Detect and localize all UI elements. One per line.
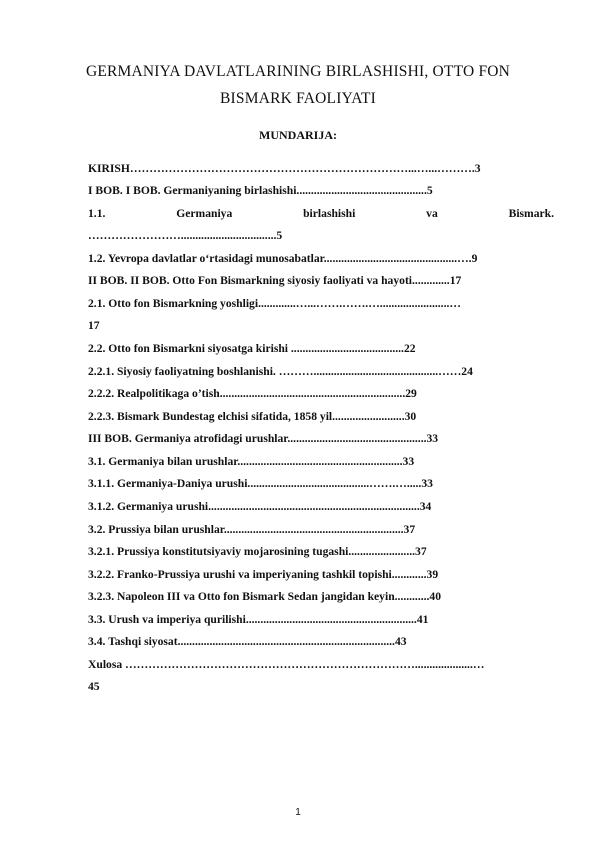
toc-word: va — [426, 207, 438, 220]
toc-entry-2-2: 2.2. Otto fon Bismarkni siyosatga kirishi .......................................22 — [88, 342, 416, 355]
title-line-1: GERMANIYA DAVLATLARINING BIRLASHISHI, OTTO FON — [85, 63, 511, 80]
toc-entry-1-1-line1 — [88, 203, 554, 225]
toc-heading: MUNDARIJA: — [259, 128, 337, 142]
toc-entry-3-3: 3.3. Urush va imperiya qurilishi...........................................................41 — [88, 613, 429, 626]
toc-entry-bob1: I BOB. I BOB. Germaniyaning birlashishi.............................................5 — [88, 184, 433, 197]
toc-entry-3-2-3: 3.2.3. Napoleon III va Otto fon Bismark Sedan jangidan keyin............40 — [88, 590, 442, 603]
toc-entry-xulosa-line2: 45 — [88, 680, 100, 693]
toc-entry-2-1-line1: 2.1. Otto fon Bismarkning yoshligi.............…...…….…….…........................… — [88, 297, 461, 310]
toc-entry-bob3: III BOB. Germaniya atrofidagi urushlar................................................33 — [88, 432, 439, 445]
toc-entry-3-1-1: 3.1.1. Germaniya-Daniya urushi..........................................…….….....33 — [88, 477, 433, 490]
toc-entry-2-2-3: 2.2.3. Bismark Bundestag elchisi sifatida, 1858 yil.........................30 — [88, 410, 417, 423]
toc-word: Bismark. — [508, 207, 554, 220]
toc-entry-bob2: II BOB. II BOB. Otto Fon Bismarkning siyosiy faoliyati va hayoti.............17 — [88, 274, 462, 287]
title-line-2: BISMARK FAOLIYATI — [220, 90, 376, 107]
toc-entry-xulosa-line1: Xulosa …………………………………………………………………....................… — [88, 658, 485, 671]
toc-entry-3-2-1: 3.2.1. Prussiya konstitutsiyaviy mojarosining tugashi.......................37 — [88, 545, 427, 558]
toc-entry-kirish: KIRISH………………………………………………………………...…...……….3 — [88, 162, 481, 175]
toc-entry-1-1-line2: …………………….................................5 — [88, 229, 283, 242]
document-title — [60, 58, 536, 112]
toc-entry-3-2-2: 3.2.2. Franko-Prussiya urushi va imperiyaning tashkil topishi............39 — [88, 568, 439, 581]
toc-entry-1-2: 1.2. Yevropa davlatlar o‘rtasidagi munosabatlar..............................................….9 — [88, 252, 478, 265]
toc-entry-3-1-2: 3.1.2. Germaniya urushi.........................................................................34 — [88, 500, 432, 513]
toc-entry-2-2-1: 2.2.1. Siyosiy faoliyatning boshlanishi. ………...........................................……24 — [88, 365, 473, 378]
toc-entry-3-1: 3.1. Germaniya bilan urushlar.........................................................33 — [88, 455, 415, 468]
toc-word: 1.1. — [88, 207, 106, 220]
toc-word: birlashishi — [303, 207, 356, 220]
toc-entry-2-1-line2: 17 — [88, 319, 100, 332]
toc-entry-3-2: 3.2. Prussiya bilan urushlar..............................................................37 — [88, 523, 416, 536]
page-number: 1 — [295, 807, 301, 818]
toc-entry-3-4: 3.4. Tashqi siyosat...........................................................................43 — [88, 635, 407, 648]
toc-word: Germaniya — [176, 207, 233, 220]
toc-entry-2-2-2: 2.2.2. Realpolitikaga o’tish................................................................29 — [88, 387, 417, 400]
